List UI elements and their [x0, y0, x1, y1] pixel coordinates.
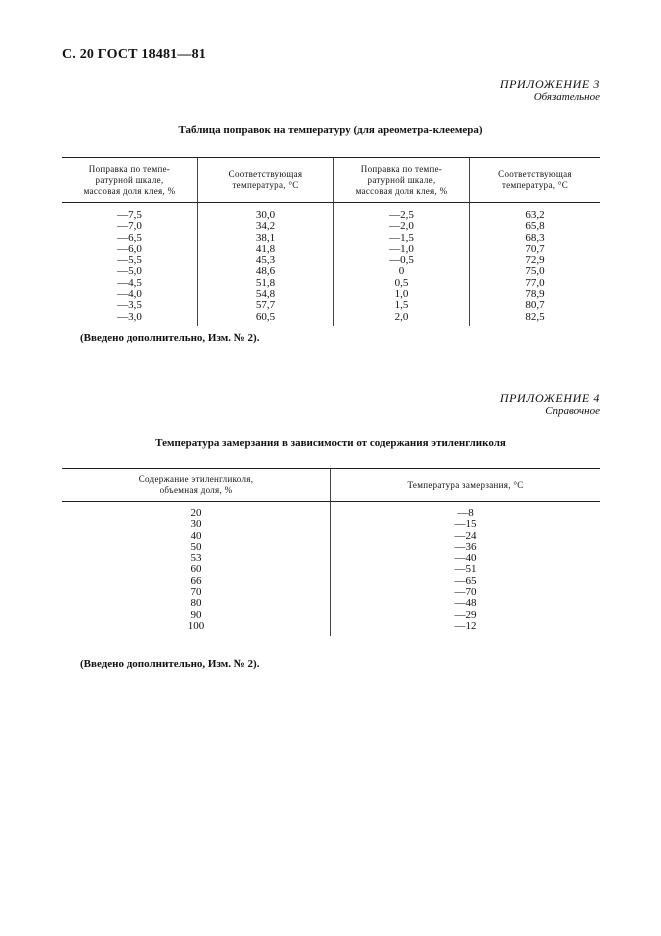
- table-1-note: (Введено дополнительно, Изм. № 2).: [80, 332, 260, 344]
- table-cell: 45,3: [198, 255, 334, 266]
- table-cell: —3,0: [117, 310, 142, 323]
- table-cell: —1,5: [334, 233, 470, 244]
- table-row: [62, 289, 600, 300]
- table-cell: —40: [331, 553, 601, 564]
- table-cell: 34,2: [198, 221, 334, 232]
- table-row: [62, 300, 600, 311]
- table-cell: —65: [331, 576, 601, 587]
- table-cell: 38,1: [198, 233, 334, 244]
- table-cell: —2,5: [334, 203, 470, 222]
- table-cell: —2,0: [334, 221, 470, 232]
- table-row: [62, 203, 600, 222]
- table-row: [62, 542, 600, 553]
- table-cell: 80,7: [470, 300, 601, 311]
- table-row: [62, 564, 600, 575]
- table-row: [62, 502, 600, 520]
- table-cell: 60: [190, 563, 202, 576]
- table-cell: 53: [190, 552, 202, 565]
- appendix-4-heading: [500, 392, 600, 418]
- table-cell: —24: [331, 531, 601, 542]
- table-cell: —0,5: [334, 255, 470, 266]
- table-cell: 75,0: [470, 266, 601, 277]
- table-row: [62, 266, 600, 277]
- correction-table: [62, 157, 600, 326]
- table-cell: —7,5: [117, 209, 142, 221]
- table-cell: —36: [331, 542, 601, 553]
- table-row: [62, 278, 600, 289]
- table-row: [62, 621, 600, 636]
- table-cell: 90: [190, 608, 202, 621]
- table-row: [62, 553, 600, 564]
- table-cell: 1,0: [334, 289, 470, 300]
- table-cell: 40: [190, 529, 202, 542]
- table-2-header-freezing-temp: Температура замерзания, °С: [331, 469, 601, 502]
- table-cell: 78,9: [470, 289, 601, 300]
- table-1-header-correction-1: Поправка по темпе- ратурной шкале, массовая доля клея, %: [62, 158, 198, 203]
- table-row: [62, 587, 600, 598]
- table-cell: 100: [187, 619, 205, 632]
- table-cell: —1,0: [334, 244, 470, 255]
- table-cell: 50: [190, 540, 202, 553]
- table-cell: —29: [331, 610, 601, 621]
- table-cell: 72,9: [470, 255, 601, 266]
- table-cell: 20: [190, 507, 202, 519]
- table-cell: 70,7: [470, 244, 601, 255]
- table-cell: 65,8: [470, 221, 601, 232]
- table-cell: 82,5: [470, 312, 601, 326]
- table-cell: 57,7: [198, 300, 334, 311]
- table-cell: 68,3: [470, 233, 601, 244]
- table-cell: 51,8: [198, 278, 334, 289]
- table-row: [62, 221, 600, 232]
- table-cell: —12: [331, 621, 601, 636]
- table-cell: 0: [334, 266, 470, 277]
- table-1-header-temperature-2: Соответствующая температура, °С: [470, 158, 601, 203]
- table-cell: 60,5: [198, 312, 334, 326]
- table-cell: 0,5: [334, 278, 470, 289]
- table-cell: —70: [331, 587, 601, 598]
- table-2-header-content: Содержание этиленгликоля, объемная доля, %: [62, 469, 331, 502]
- table-cell: —6,0: [117, 242, 142, 255]
- table-cell: —48: [331, 598, 601, 609]
- table-cell: 2,0: [334, 312, 470, 326]
- table-cell: 80: [190, 597, 202, 610]
- table-row: [62, 519, 600, 530]
- table-cell: —5,0: [117, 265, 142, 278]
- table-cell: —4,0: [117, 288, 142, 301]
- table-cell: 66: [190, 574, 202, 587]
- table-cell: 1,5: [334, 300, 470, 311]
- table-row: [62, 312, 600, 326]
- table-row: [62, 531, 600, 542]
- table-cell: 70: [190, 586, 202, 599]
- table-cell: —4,5: [117, 276, 142, 289]
- table-2-title: Температура замерзания в зависимости от содержания этиленгликоля: [155, 437, 506, 449]
- appendix-3-heading: [500, 78, 600, 104]
- table-row: [62, 576, 600, 587]
- table-cell: —8: [331, 502, 601, 520]
- table-1-header-temperature-1: Соответствующая температура, °С: [198, 158, 334, 203]
- appendix-4-title: ПРИЛОЖЕНИЕ 4: [499, 391, 600, 405]
- table-row: [62, 598, 600, 609]
- table-cell: —7,0: [117, 220, 142, 233]
- table-row: [62, 233, 600, 244]
- table-cell: —15: [331, 519, 601, 530]
- table-cell: 63,2: [470, 203, 601, 222]
- table-row: [62, 255, 600, 266]
- table-row: [62, 244, 600, 255]
- appendix-3-subtitle: Обязательное: [533, 91, 600, 103]
- table-cell: 77,0: [470, 278, 601, 289]
- table-cell: —6,5: [117, 231, 142, 244]
- page-header: С. 20 ГОСТ 18481—81: [62, 47, 206, 62]
- appendix-4-subtitle: Справочное: [545, 405, 600, 417]
- table-1-title: Таблица поправок на температуру (для ареометра-клеемера): [178, 124, 483, 136]
- table-cell: 48,6: [198, 266, 334, 277]
- table-1-header-correction-2: Поправка по темпе- ратурной шкале, массовая доля клея, %: [334, 158, 470, 203]
- table-2-note: (Введено дополнительно, Изм. № 2).: [80, 658, 260, 670]
- table-cell: —51: [331, 564, 601, 575]
- table-cell: —3,5: [117, 299, 142, 312]
- table-cell: 30: [190, 518, 202, 531]
- table-cell: —5,5: [117, 254, 142, 267]
- freezing-temperature-table: [62, 468, 600, 636]
- appendix-3-title: ПРИЛОЖЕНИЕ 3: [499, 77, 600, 91]
- table-row: [62, 610, 600, 621]
- table-cell: 54,8: [198, 289, 334, 300]
- table-cell: 41,8: [198, 244, 334, 255]
- table-cell: 30,0: [198, 203, 334, 222]
